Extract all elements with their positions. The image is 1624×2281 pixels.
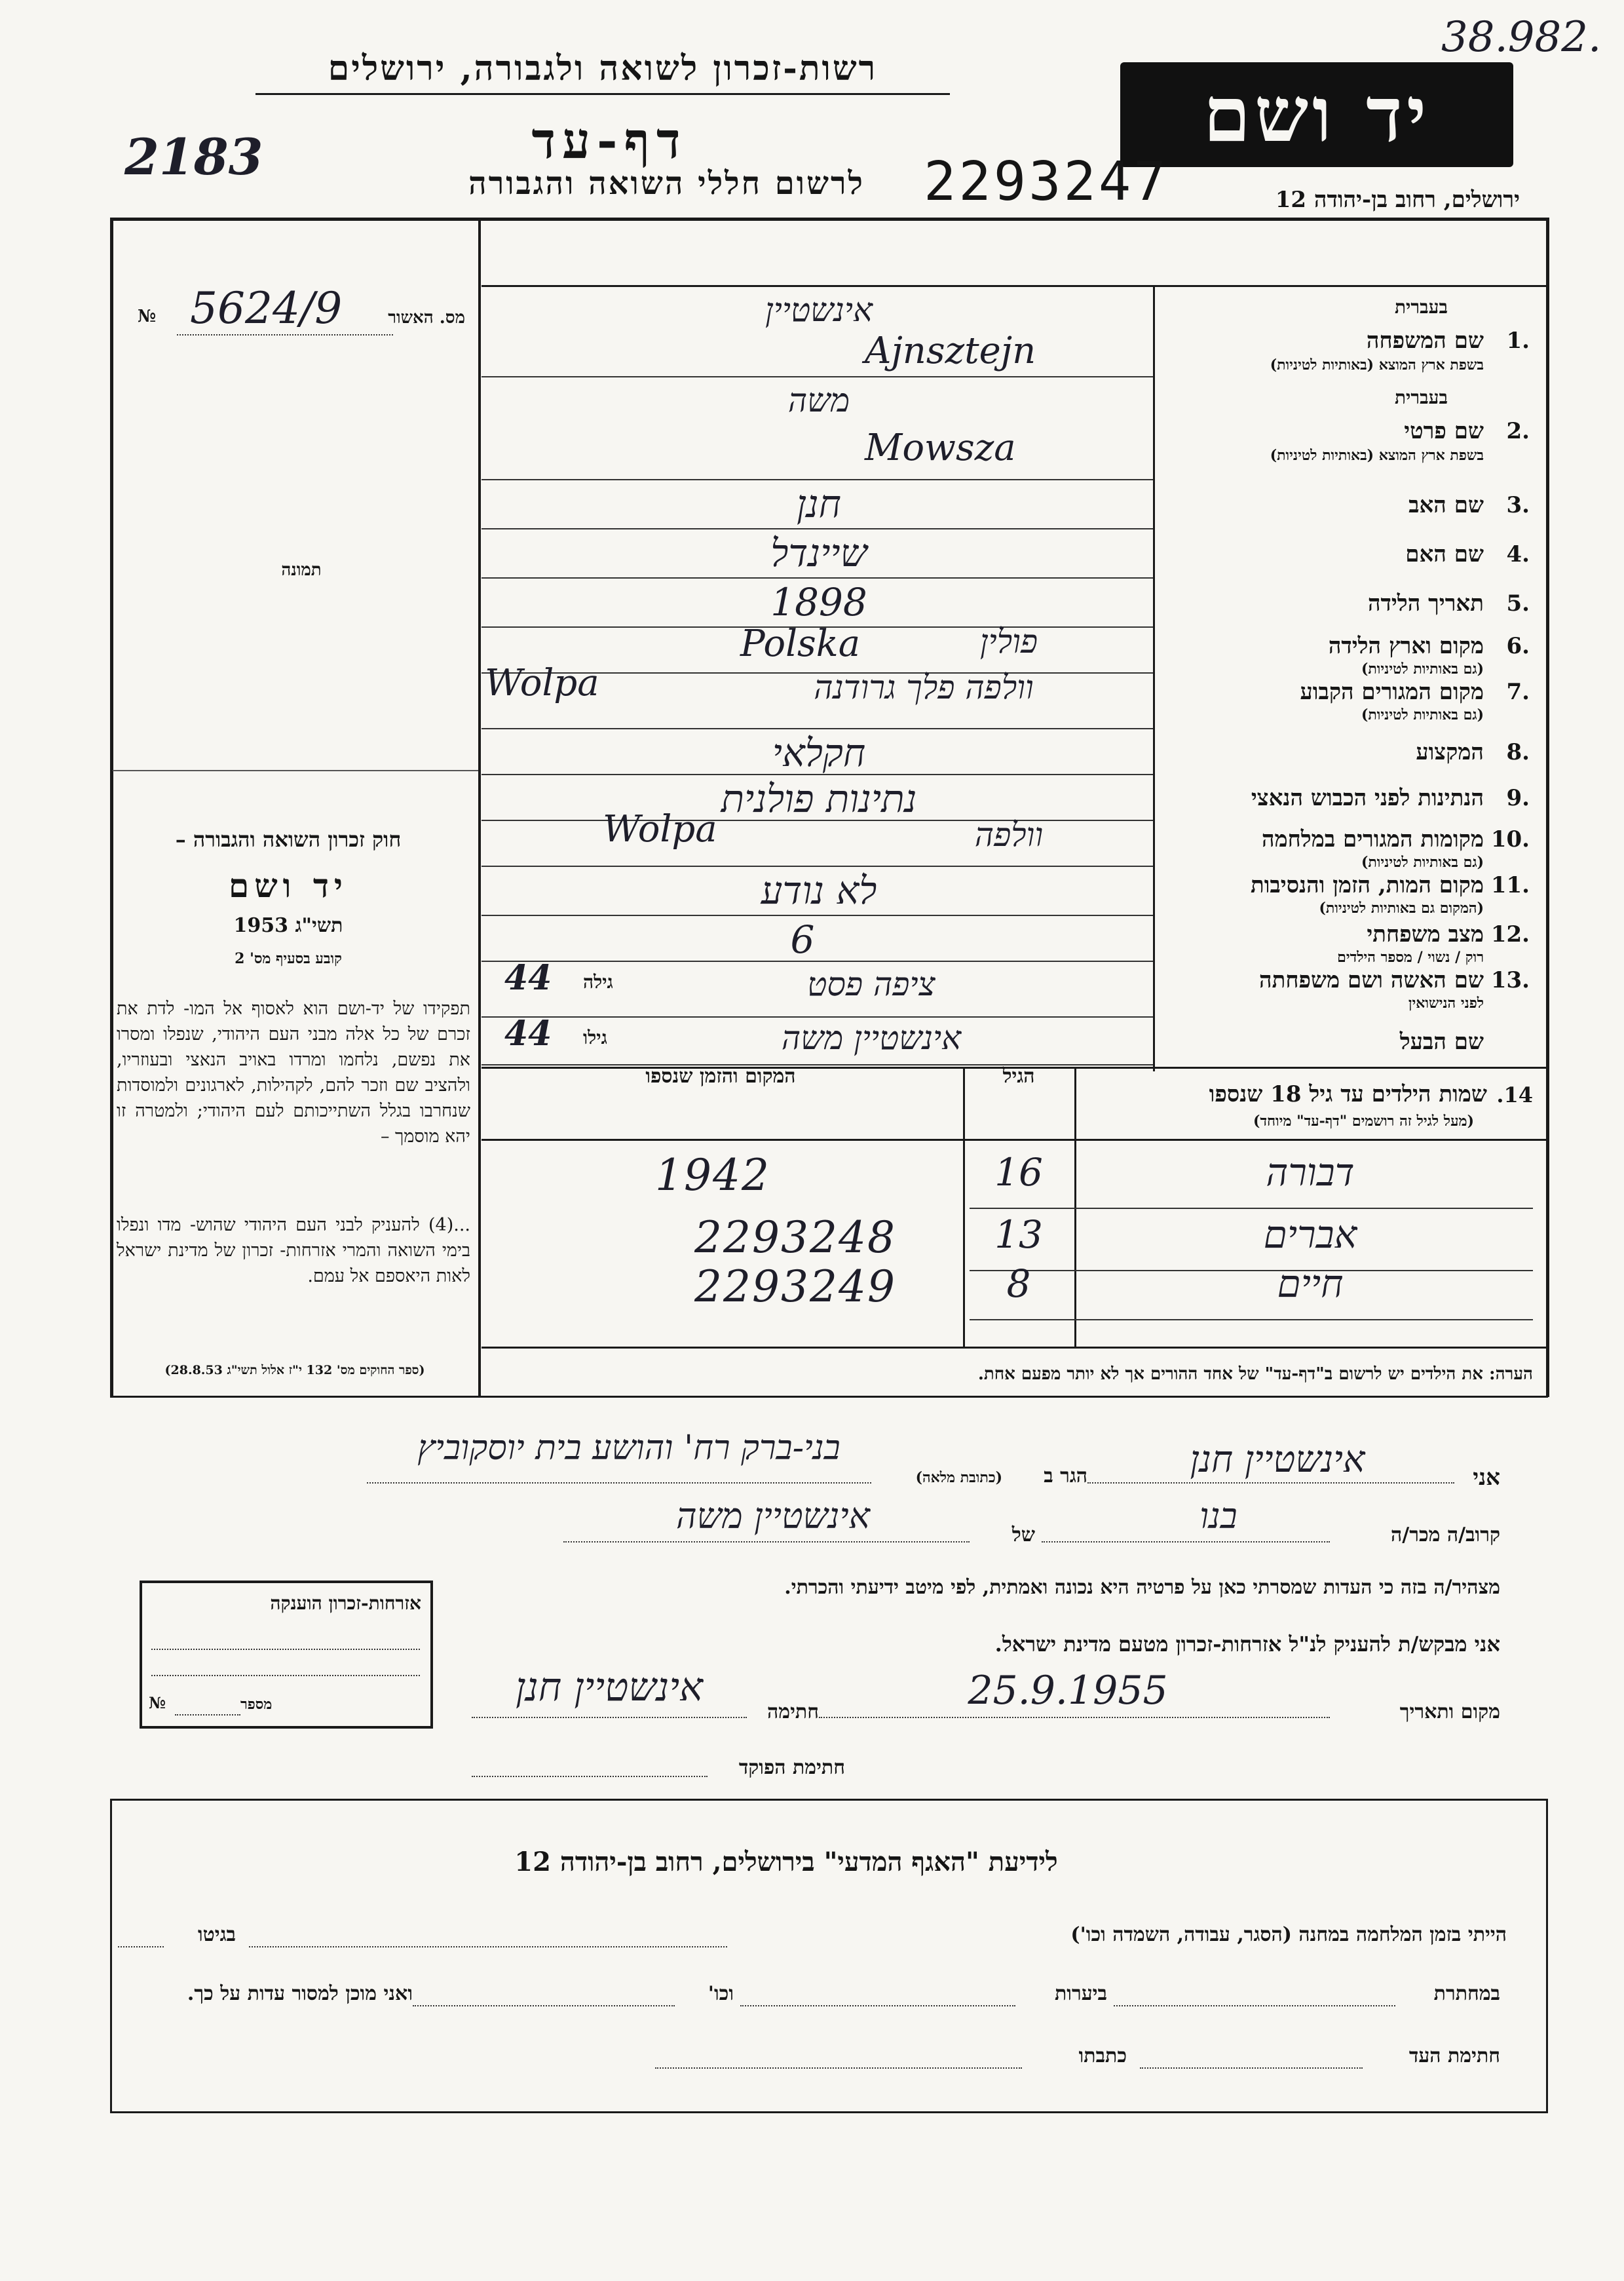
field-sublabel: בשפת ארץ המוצא (באותיות לטיניות) bbox=[1270, 356, 1484, 374]
footer-etc-dots bbox=[413, 2005, 675, 2006]
field-sublabel: (גם באותיות לטיניות) bbox=[1361, 661, 1484, 678]
child-age: 16 bbox=[994, 1150, 1043, 1195]
footer-ghetto-dots bbox=[118, 1946, 164, 1947]
declarant-name: אינשטיין חנן bbox=[1190, 1438, 1365, 1481]
answer-rule bbox=[482, 866, 1153, 867]
answer-rule bbox=[482, 577, 1153, 579]
field-row bbox=[1156, 963, 1543, 1019]
field-answer-latin: Wolpa bbox=[485, 662, 599, 704]
field-label: שם האם bbox=[1405, 541, 1484, 567]
citizenship-number-label: מספר bbox=[240, 1696, 273, 1713]
children-header-rule bbox=[482, 1139, 1546, 1141]
law-year: תשי"ג 1953 bbox=[233, 914, 343, 937]
child-name: אברים bbox=[1263, 1212, 1357, 1257]
form-subtitle: לרשום חללי השואה והגבורה bbox=[468, 165, 865, 202]
children-header: שמות הילדים עד גיל 18 שנספו bbox=[1209, 1081, 1487, 1107]
footer-forests-dots bbox=[740, 2005, 1015, 2006]
field-label: מקומות המגורים במלחמה bbox=[1261, 826, 1484, 853]
field-sublabel: רוק / נשוי / מספר הילדים bbox=[1337, 949, 1484, 966]
declarant-address: בני-ברק רח' והושע בית יוסקוביץ bbox=[417, 1428, 840, 1468]
field-row bbox=[1156, 731, 1543, 776]
child-name: חיים bbox=[1277, 1261, 1344, 1306]
archive-number: 38.982. bbox=[1441, 13, 1602, 62]
field-label: שם האב bbox=[1408, 491, 1484, 518]
field-answer: אינשטיין bbox=[765, 291, 873, 329]
footer-etc: וכו' bbox=[708, 1982, 734, 2005]
relative-label: קרוב/ה מכר/ה bbox=[1391, 1524, 1500, 1546]
field-row bbox=[1156, 917, 1543, 966]
field-number: 13. bbox=[1490, 967, 1530, 993]
child-place: 1942 bbox=[655, 1150, 770, 1200]
field-number: 10. bbox=[1490, 826, 1530, 853]
answer-rule bbox=[482, 1016, 1153, 1018]
children-col-age-left bbox=[963, 1067, 965, 1349]
field-row bbox=[1156, 776, 1543, 822]
frame-bottom bbox=[110, 1396, 1548, 1398]
yad-vashem-logo bbox=[1120, 62, 1513, 167]
children-age-header: הגיל bbox=[1002, 1065, 1035, 1088]
margin-number: 2183 bbox=[124, 128, 263, 186]
footer-address: כתבתו bbox=[1078, 2044, 1127, 2067]
law-name: יד ושם bbox=[229, 866, 348, 905]
declarant-signature: אינשטיין חנן bbox=[515, 1664, 704, 1710]
answer-rule bbox=[482, 376, 1153, 377]
field-answer: וולפה פלך גרודנה bbox=[814, 668, 1034, 706]
age-label: גילו bbox=[583, 1027, 607, 1048]
field-answer: 1898 bbox=[770, 580, 867, 624]
field-1-lang: בעברית bbox=[1394, 296, 1448, 318]
resides-label: הגר ב bbox=[1044, 1465, 1087, 1487]
footer-frame-bottom bbox=[110, 2111, 1548, 2113]
field-answer: שיינדל bbox=[770, 531, 867, 575]
field-label: שם האשה ושם משפחתה bbox=[1259, 967, 1484, 993]
of-name: אינשטיין משה bbox=[675, 1495, 871, 1537]
citizenship-no-label: № bbox=[149, 1693, 166, 1712]
signature-dots bbox=[472, 1717, 747, 1718]
citizenship-dots-2 bbox=[151, 1675, 420, 1676]
field-answer: 6 bbox=[790, 917, 815, 962]
photo-box-bottom bbox=[113, 770, 478, 771]
field-sublabel: (המקום גם באותיות לטיניות) bbox=[1319, 900, 1484, 917]
law-reference: (ספר החוקים מס' 132 י"ז אלול תשי"ג 28.8.53) bbox=[164, 1363, 425, 1377]
footer-partisans-dots bbox=[1114, 2005, 1395, 2006]
field-label: המקצוע bbox=[1416, 739, 1484, 765]
logo-text: יד ושם bbox=[1203, 70, 1431, 159]
declaration-date: 25.9.1955 bbox=[968, 1668, 1168, 1714]
footer-top-rule bbox=[110, 1799, 1548, 1801]
answer-rule bbox=[482, 479, 1153, 480]
field-sublabel: בשפת ארץ המוצא (באותיות לטיניות) bbox=[1270, 447, 1484, 464]
child-row-rule bbox=[970, 1319, 1533, 1320]
law-title: חוק זכרון השואה והגבורה – bbox=[175, 827, 402, 852]
field-number: 1. bbox=[1506, 328, 1530, 354]
field-sublabel: (גם באותיות לטיניות) bbox=[1361, 706, 1484, 723]
law-clause: קובע בסעיף מס' 2 bbox=[235, 950, 342, 967]
child-place: 2293248 bbox=[694, 1212, 896, 1263]
field-row bbox=[1156, 288, 1543, 379]
authority-name: רשות-זכרון לשואה ולגבורה, ירושלים bbox=[328, 48, 878, 88]
law-text: תפקידו של יד-ושם הוא לאסוף אל המו- לדת את זכרם של כל אלה מבני העם היהודי, שנפלו ומסרו את נפשם, נלחמו ומרדו באויב הנאצי ובעוזריו, ולהציב שם וזכר להם, לקהילות, לארגונים ולמוסדות שנחרבו בגלל השתייכותם לעם היהודי; ולמטרה זו יהא מוסמך – bbox=[117, 999, 470, 1147]
approval-label: מס. האשור bbox=[388, 308, 465, 328]
children-table-bottom bbox=[482, 1347, 1546, 1349]
footer-partisans: במחתרת bbox=[1433, 1982, 1500, 2005]
field-row bbox=[1156, 379, 1543, 482]
form-serial-number: 2293247 bbox=[924, 151, 1169, 213]
child-place: 2293249 bbox=[694, 1261, 896, 1312]
citizenship-box-title: אזרחות-זכרון הוענקה bbox=[270, 1592, 421, 1614]
footer-sig-dots bbox=[1140, 2067, 1363, 2069]
field-number: 3. bbox=[1506, 491, 1530, 518]
header-address: ירושלים, רחוב בן-יהודה 12 bbox=[1275, 187, 1520, 213]
of-label: של bbox=[1011, 1524, 1035, 1546]
approval-value: 5624/9 bbox=[190, 283, 343, 334]
field-answer: נתינות פולנית bbox=[721, 776, 917, 821]
photo-label: תמונה bbox=[281, 560, 322, 580]
field-label: מקום וארץ הלידה bbox=[1328, 633, 1484, 659]
footer-addr-dots bbox=[655, 2067, 1022, 2069]
child-row-rule bbox=[970, 1208, 1533, 1209]
relation-value: בנו bbox=[1199, 1495, 1237, 1537]
declarant-dots bbox=[1087, 1482, 1454, 1484]
field-number: 9. bbox=[1506, 785, 1530, 811]
field-answer: משה bbox=[787, 381, 850, 419]
frame-right bbox=[1546, 218, 1549, 1397]
answer-rule bbox=[482, 528, 1153, 529]
field-label: מצב משפחתי bbox=[1367, 921, 1484, 948]
field-row bbox=[1156, 1019, 1543, 1067]
age-value: 44 bbox=[504, 1014, 552, 1054]
field-number: 7. bbox=[1506, 679, 1530, 705]
footer-forests: ביערות bbox=[1054, 1982, 1107, 2005]
field-label: הנתינות לפני הכבוש הנאצי bbox=[1251, 785, 1484, 811]
field-answer: חנן bbox=[797, 482, 841, 526]
footer-line1-dots bbox=[249, 1946, 727, 1947]
field-sublabel: (גם באותיות לטיניות) bbox=[1361, 854, 1484, 871]
field-sublabel: לפני הנישואין bbox=[1408, 995, 1484, 1012]
date-dots bbox=[819, 1717, 1330, 1718]
officer-dots bbox=[472, 1776, 708, 1777]
field-number: 12. bbox=[1490, 921, 1530, 948]
declaration-statement: מצהיר/ה בזה כי העדות שמסרתי כאן על פרטיה היא נכונה ואמתית, לפי מיטב ידיעתי והכרתי. bbox=[784, 1576, 1500, 1599]
answer-rule bbox=[482, 728, 1153, 729]
field-number: 2. bbox=[1506, 418, 1530, 444]
citizenship-box bbox=[140, 1581, 433, 1729]
field-answer-latin: Wolpa bbox=[603, 808, 717, 851]
field-row bbox=[1156, 482, 1543, 531]
field-label: תאריך הלידה bbox=[1367, 590, 1484, 617]
field-label: מקום המות, הזמן והנסיבות bbox=[1250, 872, 1484, 898]
footer-line1: הייתי בזמן המלחמה במחנה (הסגר, עבודה, השמדה וכו') bbox=[1070, 1923, 1507, 1946]
footer-ghetto: בגיטו bbox=[197, 1923, 236, 1946]
address-dots bbox=[367, 1482, 871, 1484]
field-answer: אינשטיין משה bbox=[781, 1019, 962, 1057]
field-row bbox=[1156, 675, 1543, 731]
field-number: 6. bbox=[1506, 633, 1530, 659]
field-label: שם המשפחה bbox=[1366, 328, 1484, 354]
children-place-header: המקום והזמן שנספו bbox=[645, 1065, 796, 1088]
citizenship-dots-1 bbox=[151, 1649, 420, 1650]
answer-rule bbox=[482, 915, 1153, 916]
field-number: 4. bbox=[1506, 541, 1530, 567]
frame-left bbox=[110, 218, 113, 1397]
field-number: 5. bbox=[1506, 590, 1530, 617]
field-answer: לא נודע bbox=[761, 868, 877, 913]
field-row bbox=[1156, 822, 1543, 871]
signature-label: חתימה bbox=[767, 1700, 819, 1723]
relation-dots bbox=[1042, 1541, 1330, 1543]
field-2-lang: בעברית bbox=[1394, 387, 1448, 408]
frame-row-top bbox=[482, 285, 1546, 287]
footer-title: לידיעת "האגף המדעי" בירושלים, רחוב בן-יהודה 12 bbox=[514, 1847, 1058, 1877]
field-answer: ציפה פסט bbox=[807, 965, 935, 1003]
of-dots bbox=[563, 1541, 970, 1543]
officer-signature-label: חתימת הפוקד bbox=[738, 1756, 845, 1779]
age-value: 44 bbox=[504, 958, 552, 998]
header-rule bbox=[255, 93, 950, 95]
form-note: הערה: את הילדים יש לרשום ב"דף-עד" של אחד ההורים אך לא יותר מפעם אחת. bbox=[977, 1364, 1533, 1384]
address-hint: (כתובת מלאה) bbox=[915, 1469, 1002, 1486]
field-answer: וולפה bbox=[974, 816, 1044, 854]
children-header-sub: (מעל לגיל זה רושמים "דף-עד" מיוחד) bbox=[1253, 1113, 1474, 1130]
approval-no: № bbox=[138, 307, 157, 326]
field-label: שם הבעל bbox=[1399, 1028, 1484, 1055]
field-label: מקום המגורים הקבוע bbox=[1300, 679, 1484, 705]
labels-divider bbox=[1153, 285, 1155, 1071]
field-number: 11. bbox=[1490, 872, 1530, 898]
footer-frame-left bbox=[110, 1799, 112, 2113]
field-answer: פולין bbox=[979, 623, 1038, 661]
declaration-request: אני מבקש/ת להעניק לנ"ל אזרחות-זכרון מטעם מדינת ישראל. bbox=[994, 1632, 1500, 1657]
field-answer-latin: Ajnsztejn bbox=[865, 330, 1036, 372]
field-answer: חקלאי bbox=[772, 731, 866, 775]
form-title: דף-עד bbox=[531, 111, 687, 170]
children-num: 14. bbox=[1496, 1083, 1533, 1107]
field-label: שם פרטי bbox=[1404, 418, 1484, 444]
field-row bbox=[1156, 580, 1543, 629]
field-row bbox=[1156, 868, 1543, 917]
age-label: גילה bbox=[583, 971, 613, 993]
field-row bbox=[1156, 629, 1543, 678]
field-number: 8. bbox=[1506, 739, 1530, 765]
field-answer-latin: Polska bbox=[740, 623, 861, 665]
field-row bbox=[1156, 531, 1543, 580]
law-text-2: ...(4) להעניק לבני העם היהודי שהוש- מדו ונפלו בימי השואה והמרי אזרחות- זכרון של מדינת ישראל לאות היאספם אל עמם. bbox=[117, 1215, 470, 1286]
child-age: 13 bbox=[994, 1212, 1043, 1257]
left-panel-divider bbox=[478, 218, 481, 1397]
footer-witness-signature: חתימת העד bbox=[1408, 2044, 1500, 2067]
approval-dots bbox=[177, 334, 393, 335]
citizenship-dots-3 bbox=[175, 1714, 240, 1716]
frame-top bbox=[110, 218, 1548, 221]
declaration-i-label: אני bbox=[1473, 1465, 1500, 1491]
child-name: דבורה bbox=[1266, 1150, 1355, 1195]
footer-line2-end: ואני מוכן למסור עדות על כך. bbox=[187, 1982, 413, 2005]
footer-frame-right bbox=[1546, 1799, 1548, 2113]
field-answer-latin: Mowsza bbox=[865, 426, 1016, 469]
child-age: 8 bbox=[1006, 1261, 1031, 1306]
place-date-label: מקום ותאריך bbox=[1399, 1700, 1500, 1723]
